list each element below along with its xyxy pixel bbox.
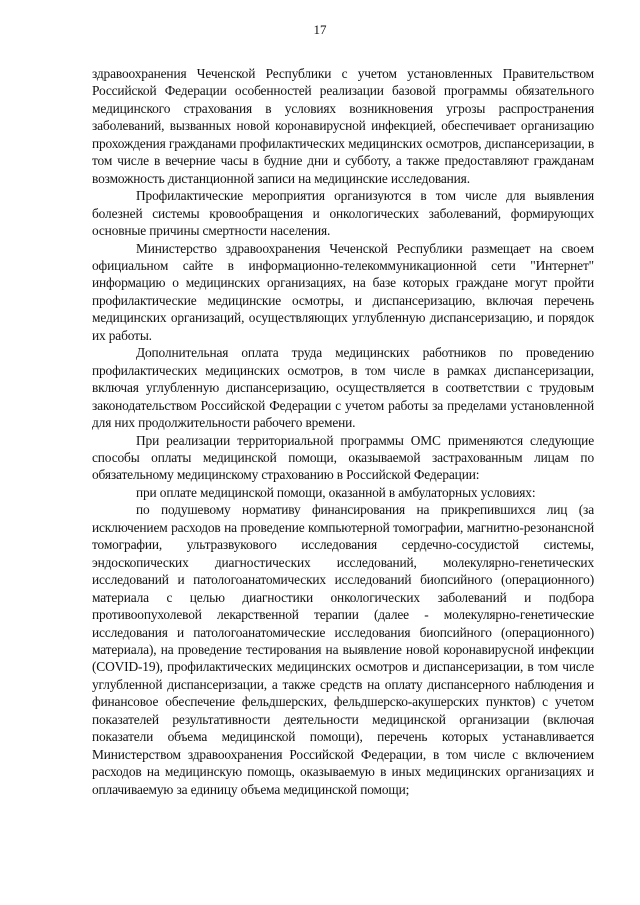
paragraph-continuation: здравоохранения Чеченской Республики с учетом установленных Правительством Российской Федерации особенностей реализации базовой программы обязательного медицинского страхования в условиях возникновения угрозы распространения заболеваний, вызванных новой коронавирусной инфекцией, обеспечивает организацию прохождения гражданами профилактических медицинских осмотров, диспансеризации, в том числе в вечерние часы в будние дни и субботу, а также предоставляют гражданам возможность дистанционной записи на медицинские исследования. bbox=[92, 66, 594, 186]
paragraph-additional-pay: Дополнительная оплата труда медицинских работников по проведению профилактических медицинских осмотров, в том числе в рамках диспансеризации, включая углубленную диспансеризацию, осуществляется в соответствии с трудовым законодательством Российской Федерации с учетом работы за пределами установленной для них продолжительности рабочего времени. bbox=[92, 345, 594, 431]
paragraph-payment-methods: При реализации территориальной программы ОМС применяются следующие способы оплаты медицинской помощи, оказываемой застрахованным лицам по обязательному медицинскому страхованию в Российской Федерации: bbox=[92, 432, 594, 483]
document-body bbox=[92, 65, 594, 798]
paragraph-per-capita-standard: по подушевому нормативу финансирования на прикрепившихся лиц (за исключением расходов на проведение компьютерной томографии, магнитно-резонансной томографии, ультразвукового исследования сердечно-сосудистой системы, эндоскопических диагностических исследований, молекулярно-генетических исследований и патологоанатомических исследований биопсийного (операционного) материала с целью диагностики онкологических заболеваний и подбора противоопухолевой лекарственной терапии (далее - молекулярно-генетические исследования и патологоанатомические исследования биопсийного (операционного) материала), на проведение тестирования на выявление новой коронавирусной инфекции (COVID-19), профилактических медицинских осмотров и диспансеризации, в том числе углубленной диспансеризации, а также средств на оплату диспансерного наблюдения и финансовое обеспечение фельдшерских, фельдшерско-акушерских пунктов) с учетом показателей результативности деятельности медицинской организации (включая показатели объема медицинской помощи), перечень которых устанавливается Министерством здравоохранения Российской Федерации, в том числе с включением расходов на медицинскую помощь, оказываемую в иных медицинских организациях и оплачиваемую за единицу объема медицинской помощи; bbox=[92, 502, 594, 797]
paragraph-preventive-measures: Профилактические мероприятия организуются в том числе для выявления болезней системы кровообращения и онкологических заболеваний, формирующих основные причины смертности населения. bbox=[92, 188, 594, 239]
page-number: 17 bbox=[313, 22, 327, 37]
paragraph-ministry-website: Министерство здравоохранения Чеченской Республики размещает на своем официальном сайте в информационно-телекоммуникационной сети "Интернет" информацию о медицинских организациях, на базе которых граждане могут пройти профилактические медицинские осмотры, и диспансеризацию, включая перечень медицинских организаций, осуществляющих углубленную диспансеризацию, и порядок их работы. bbox=[92, 240, 594, 343]
paragraph-outpatient-heading: при оплате медицинской помощи, оказанной в амбулаторных условиях: bbox=[136, 484, 536, 500]
